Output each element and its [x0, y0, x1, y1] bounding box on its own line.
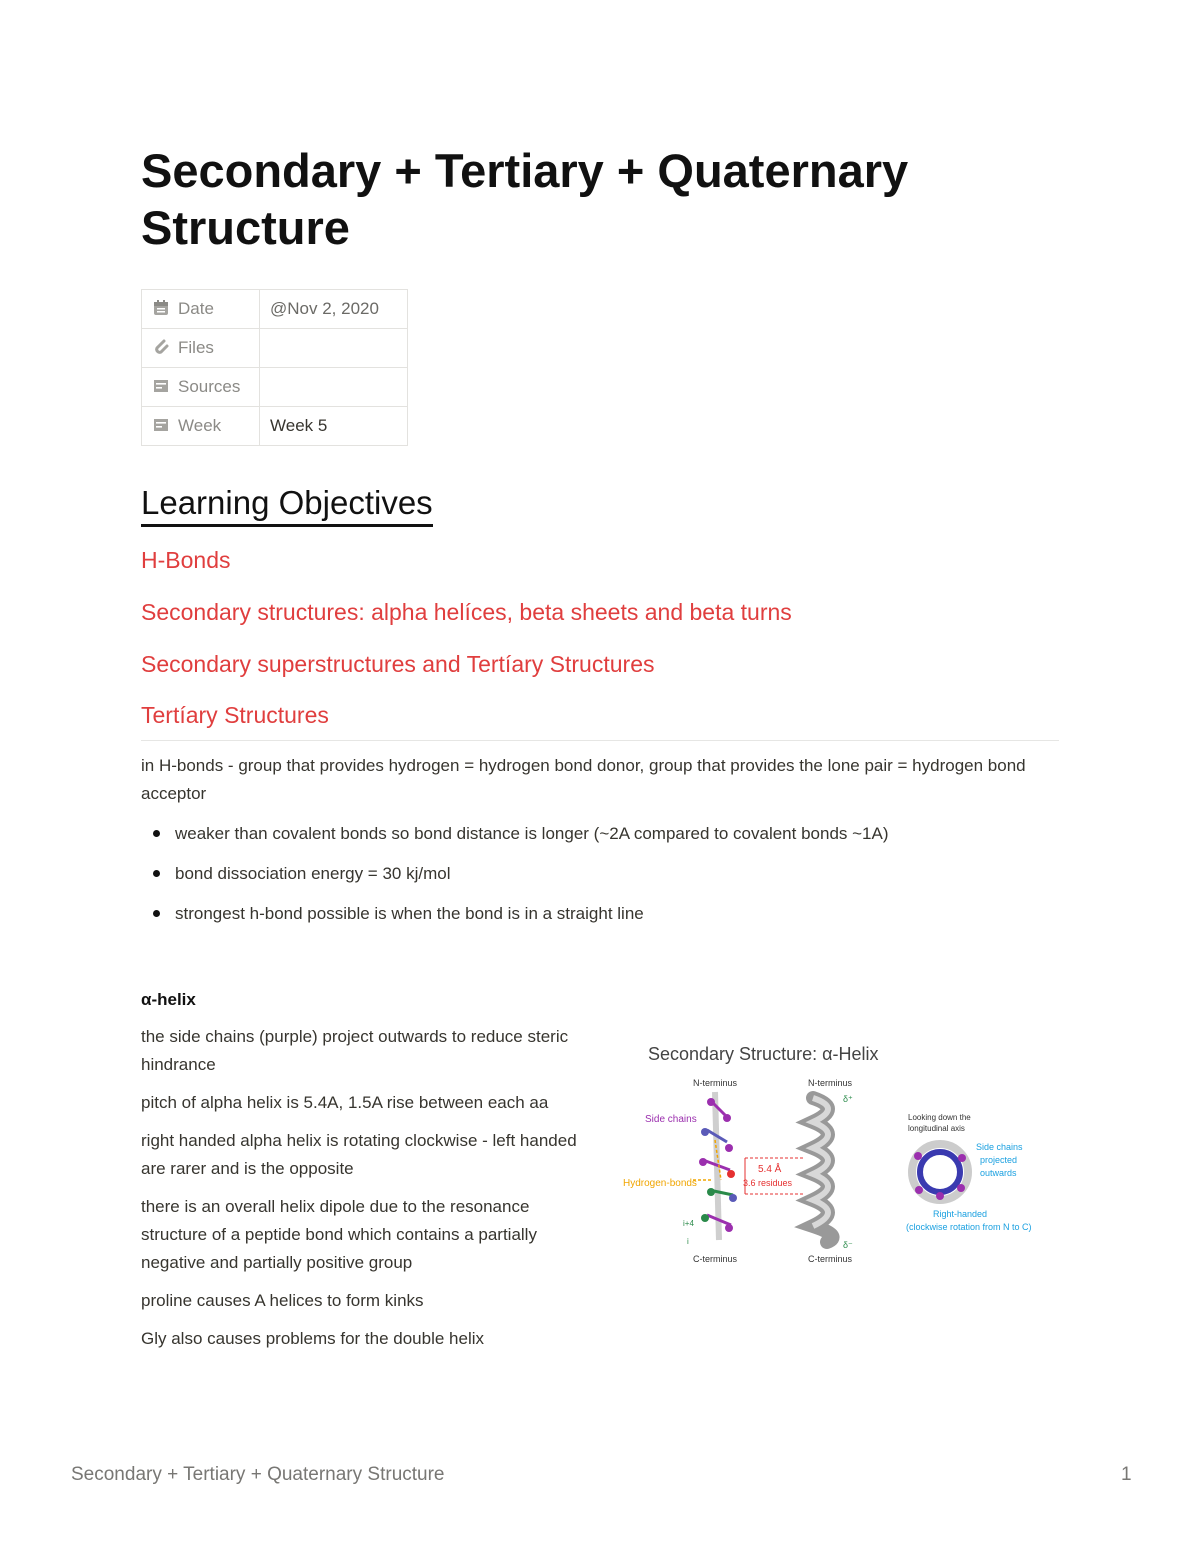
- calendar-icon: [152, 299, 170, 317]
- hbond-bullet-list: [141, 820, 889, 940]
- property-value[interactable]: Week 5: [260, 407, 408, 446]
- hbond-intro: in H-bonds - group that provides hydrogen = hydrogen bond donor, group that provides the lone pair = hydrogen bond acceptor: [141, 756, 1026, 803]
- list-item: [141, 820, 889, 860]
- objective-heading: Secondary superstructures and Tertíary Structures: [141, 651, 655, 677]
- note-paragraph: Gly also causes problems for the double helix: [141, 1329, 485, 1348]
- label-delta-plus: δ⁺: [843, 1094, 853, 1104]
- figure-title: Secondary Structure: α-Helix: [648, 1044, 879, 1064]
- label-hydrogen-bonds: Hydrogen-bonds: [623, 1178, 697, 1189]
- property-value[interactable]: [260, 329, 408, 368]
- label-n-terminus-2: N-terminus: [808, 1078, 853, 1088]
- label-projected: projected: [980, 1155, 1018, 1165]
- alpha-helix-notes: [141, 1023, 591, 1363]
- list-icon: [152, 416, 170, 434]
- note-paragraph: proline causes A helices to form kinks: [141, 1291, 424, 1310]
- divider: [141, 740, 1059, 741]
- objective-heading: Tertíary Structures: [141, 702, 329, 728]
- label-side-chains: Side chains: [645, 1114, 697, 1125]
- label-i: i: [687, 1237, 689, 1246]
- section-heading: Learning Objectives: [141, 482, 433, 527]
- property-value[interactable]: [260, 368, 408, 407]
- bullet-text: bond dissociation energy = 30 kj/mol: [175, 864, 451, 883]
- property-key: Files: [178, 338, 214, 357]
- footer-title: Secondary + Tertiary + Quaternary Structure: [71, 1464, 445, 1485]
- property-row-date[interactable]: [142, 290, 408, 329]
- bullet-icon: [153, 910, 160, 917]
- list-item: [141, 860, 889, 900]
- label-i4: i+4: [683, 1219, 694, 1228]
- property-row-week[interactable]: [142, 407, 408, 446]
- label-outwards: outwards: [980, 1168, 1017, 1178]
- property-key: Date: [178, 299, 214, 318]
- ribbon-helix: [808, 1078, 853, 1264]
- list-item: [141, 900, 889, 940]
- bullet-text: strongest h-bond possible is when the bond is in a straight line: [175, 904, 644, 923]
- property-row-files[interactable]: [142, 329, 408, 368]
- alpha-helix-heading: α-helix: [141, 990, 196, 1009]
- properties-table: [141, 289, 408, 446]
- property-value[interactable]: @Nov 2, 2020: [260, 290, 408, 329]
- objective-heading: Secondary structures: alpha helíces, beta sheets and beta turns: [141, 599, 792, 625]
- property-key: Sources: [178, 377, 241, 396]
- pitch-annotation: [743, 1158, 805, 1194]
- bullet-icon: [153, 830, 160, 837]
- label-n-terminus: N-terminus: [693, 1078, 738, 1088]
- label-looking-down: Looking down the: [908, 1113, 971, 1122]
- alpha-helix-figure: [615, 1030, 1065, 1270]
- label-c-terminus-2: C-terminus: [808, 1254, 853, 1264]
- label-c-terminus: C-terminus: [693, 1254, 738, 1264]
- ball-and-stick-model: [623, 1078, 738, 1264]
- note-paragraph: pitch of alpha helix is 5.4A, 1.5A rise between each aa: [141, 1093, 549, 1112]
- objective-heading: H-Bonds: [141, 547, 231, 573]
- label-residues: 3.6 residues: [743, 1178, 793, 1188]
- label-pitch: 5.4 Å: [758, 1164, 782, 1175]
- label-longitudinal-axis: longitudinal axis: [908, 1124, 965, 1133]
- bullet-icon: [153, 870, 160, 877]
- page-title: Secondary + Tertiary + Quaternary Structure: [141, 144, 909, 254]
- property-key: Week: [178, 416, 222, 435]
- list-icon: [152, 377, 170, 395]
- note-paragraph: there is an overall helix dipole due to the resonance structure of a peptide bond which contains a partially negative and partially positive group: [141, 1197, 537, 1272]
- property-row-sources[interactable]: [142, 368, 408, 407]
- axial-view: [906, 1113, 1032, 1232]
- note-paragraph: the side chains (purple) project outwards to reduce steric hindrance: [141, 1027, 569, 1074]
- note-paragraph: right handed alpha helix is rotating clockwise - left handed are rarer and is the opposite: [141, 1131, 577, 1178]
- page-number: 1: [1121, 1464, 1132, 1485]
- label-clockwise-rotation: (clockwise rotation from N to C): [906, 1222, 1032, 1232]
- label-delta-minus: δ⁻: [843, 1240, 853, 1250]
- label-right-handed: Right-handed: [933, 1209, 988, 1219]
- label-side-chains-projected: Side chains: [976, 1142, 1023, 1152]
- paperclip-icon: [152, 338, 170, 356]
- bullet-text: weaker than covalent bonds so bond distance is longer (~2A compared to covalent bonds ~1A): [175, 824, 889, 843]
